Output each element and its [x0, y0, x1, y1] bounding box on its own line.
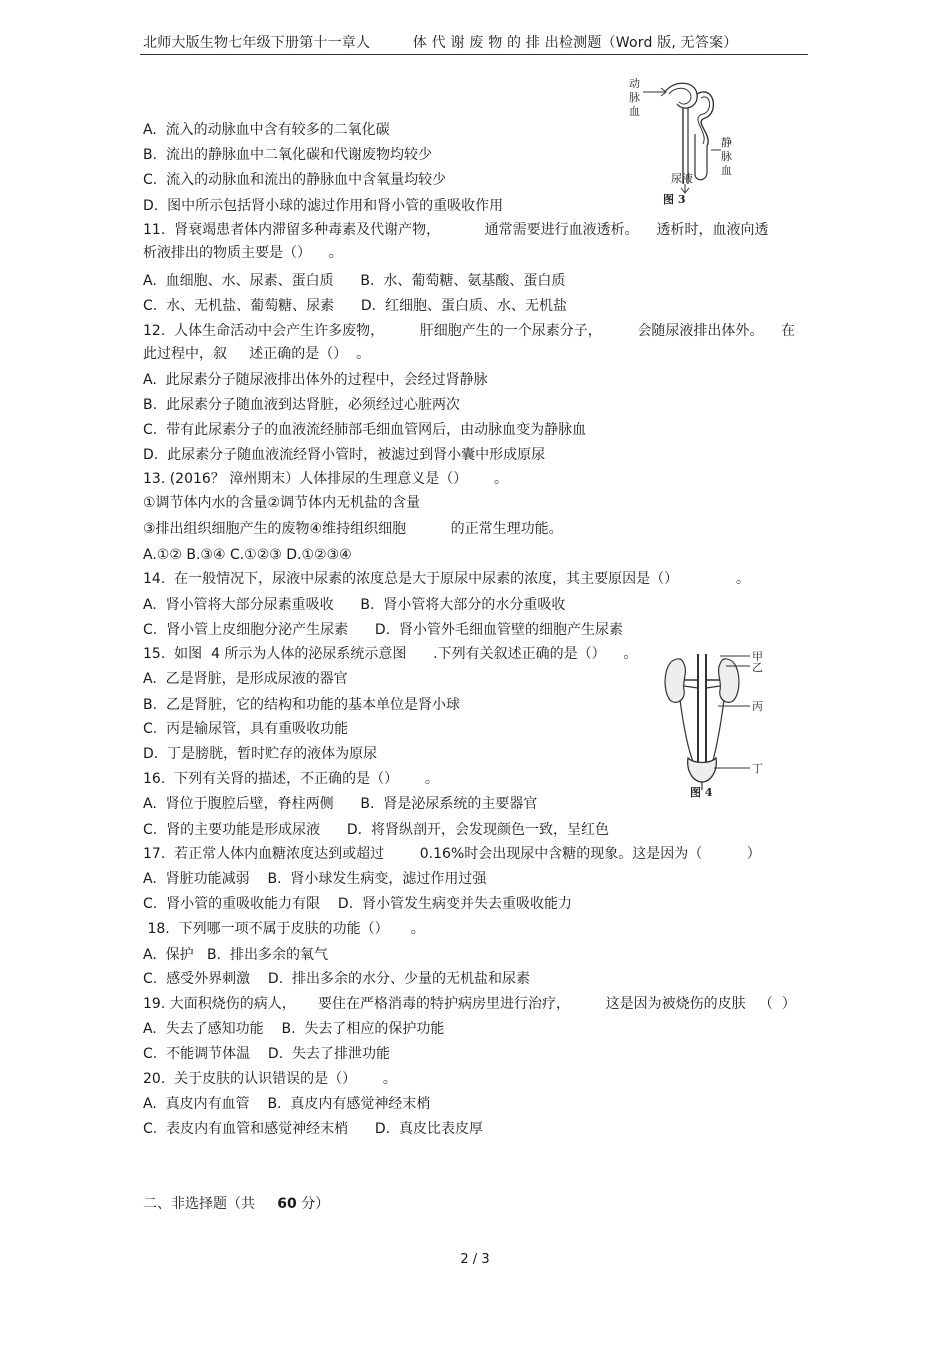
text-line: C. 带有此尿素分子的血液流经肺部毛细血管网后，由动脉血变为静脉血 — [143, 422, 587, 438]
text-line: A. 乙是肾脏，是形成尿液的器官 — [143, 671, 348, 687]
text-line: D. 丁是膀胱，暂时贮存的液体为原尿 — [143, 746, 378, 762]
text-line: ③排出组织细胞产生的废物④维持组织细胞 的正常生理功能。 — [143, 521, 563, 537]
text-line: A. 肾脏功能减弱 B. 肾小球发生病变，滤过作用过强 — [143, 871, 487, 887]
section-heading-non-choice — [143, 1193, 329, 1213]
figure-3-label-artery-2: 脉 — [629, 91, 640, 104]
text-line: 13. (2016？ 漳州期末）人体排尿的生理意义是（） 。 — [143, 471, 508, 487]
figure-4-caption: 图 4 — [690, 786, 713, 798]
figure-3-label-artery-3: 血 — [629, 105, 640, 118]
text-line: C. 流入的动脉血和流出的静脉血中含氧量均较少 — [143, 172, 447, 188]
text-line: 19. 大面积烧伤的病人， 要住在严格消毒的特护病房里进行治疗， 这是因为被烧伤的皮肤 （ ） — [143, 996, 796, 1012]
text-line: C. 肾小管上皮细胞分泌产生尿素 D. 肾小管外毛细血管壁的细胞产生尿素 — [143, 622, 623, 638]
header-rule — [140, 54, 808, 55]
figure-3-label-vein-3: 血 — [721, 164, 732, 177]
section-prefix: 二、非选择题（共 — [143, 1196, 278, 1212]
page-number: 2 / 3 — [460, 1252, 490, 1267]
text-line: A. 肾小管将大部分尿素重吸收 B. 肾小管将大部分的水分重吸收 — [143, 597, 566, 613]
figure-3-label-urine: 尿液 — [671, 172, 693, 185]
text-line: C. 不能调节体温 D. 失去了排泄功能 — [143, 1046, 391, 1062]
text-line: A. 真皮内有血管 B. 真皮内有感觉神经末梢 — [143, 1096, 431, 1112]
text-line: 析液排出的物质主要是（） 。 — [143, 245, 343, 261]
text-line: A. 肾位于腹腔后壁，脊柱两侧 B. 肾是泌尿系统的主要器官 — [143, 796, 538, 812]
figure-4-label-jia: 甲 — [752, 650, 763, 663]
text-line: 20. 关于皮肤的认识错误的是（） 。 — [143, 1071, 397, 1087]
text-line: B. 此尿素分子随血液到达肾脏，必须经过心脏两次 — [143, 397, 460, 413]
section-score: 60 — [277, 1196, 297, 1212]
text-line: C. 丙是输尿管，具有重吸收功能 — [143, 721, 349, 737]
text-line: C. 感受外界刺激 D. 排出多余的水分、少量的无机盐和尿素 — [143, 971, 531, 987]
figure-4-label-ding: 丁 — [752, 762, 763, 775]
text-line: C. 水、无机盐、葡萄糖、尿素 D. 红细胞、蛋白质、水、无机盐 — [143, 298, 567, 314]
text-line: 此过程中，叙 述正确的是（） 。 — [143, 346, 371, 362]
running-header: 北师大版生物七年级下册第十一章人 体 代 谢 废 物 的 排 出检测题（Word 版, 无答案） — [143, 35, 738, 51]
text-line: D. 图中所示包括肾小球的滤过作用和肾小管的重吸收作用 — [143, 198, 504, 214]
figure-4-urinary-system — [660, 650, 770, 798]
text-line: B. 流出的静脉血中二氧化碳和代谢废物均较少 — [143, 147, 432, 163]
text-line: A. 失去了感知功能 B. 失去了相应的保护功能 — [143, 1021, 445, 1037]
text-line: A. 保护 B. 排出多余的氧气 — [143, 947, 328, 963]
text-line: A. 流入的动脉血中含有较多的二氧化碳 — [143, 122, 390, 138]
figure-3-caption: 图 3 — [663, 193, 686, 206]
figure-3-label-vein-1: 静 — [721, 136, 732, 149]
figure-3-nephron — [625, 74, 745, 210]
text-line: A. 此尿素分子随尿液排出体外的过程中，会经过肾静脉 — [143, 372, 488, 388]
text-line: 12. 人体生命活动中会产生许多废物， 肝细胞产生的一个尿素分子， 会随尿液排出体外。 在 — [143, 323, 796, 339]
text-line: C. 肾小管的重吸收能力有限 D. 肾小管发生病变并失去重吸收能力 — [143, 896, 573, 912]
text-line: B. 乙是肾脏，它的结构和功能的基本单位是肾小球 — [143, 697, 460, 713]
text-line: C. 肾的主要功能是形成尿液 D. 将肾纵剖开，会发现颜色一致，呈红色 — [143, 822, 609, 838]
text-line: 11. 肾衰竭患者体内滞留多种毒素及代谢产物， 通常需要进行血液透析。 透析时，血液向透 — [143, 222, 769, 238]
text-line: 16. 下列有关肾的描述，不正确的是（） 。 — [143, 771, 439, 787]
section-suffix: 分） — [296, 1196, 330, 1212]
figure-3-label-artery-1: 动 — [629, 77, 640, 90]
text-line: ①调节体内水的含量②调节体内无机盐的含量 — [143, 495, 421, 511]
figure-3-label-vein-2: 脉 — [721, 150, 732, 163]
text-line: C. 表皮内有血管和感觉神经末梢 D. 真皮比表皮厚 — [143, 1121, 483, 1137]
figure-4-label-bing: 丙 — [752, 700, 763, 713]
text-line: A.①② B.③④ C.①②③ D.①②③④ — [143, 547, 352, 563]
figure-4-label-yi: 乙 — [752, 661, 763, 674]
text-line: A. 血细胞、水、尿素、蛋白质 B. 水、葡萄糖、氨基酸、蛋白质 — [143, 273, 566, 289]
text-line: 15. 如图 4 所示为人体的泌尿系统示意图 .下列有关叙述正确的是（） 。 — [143, 646, 638, 662]
text-line: D. 此尿素分子随血液流经肾小管时，被滤过到肾小囊中形成原尿 — [143, 447, 546, 463]
text-line: 14. 在一般情况下，尿液中尿素的浓度总是大于原尿中尿素的浓度，其主要原因是（） 。 — [143, 571, 751, 587]
text-line: 17. 若正常人体内血糖浓度达到或超过 0.16%时会出现尿中含糖的现象。这是因为（ ） — [143, 846, 761, 862]
text-line: 18. 下列哪一项不属于皮肤的功能（） 。 — [143, 921, 425, 937]
